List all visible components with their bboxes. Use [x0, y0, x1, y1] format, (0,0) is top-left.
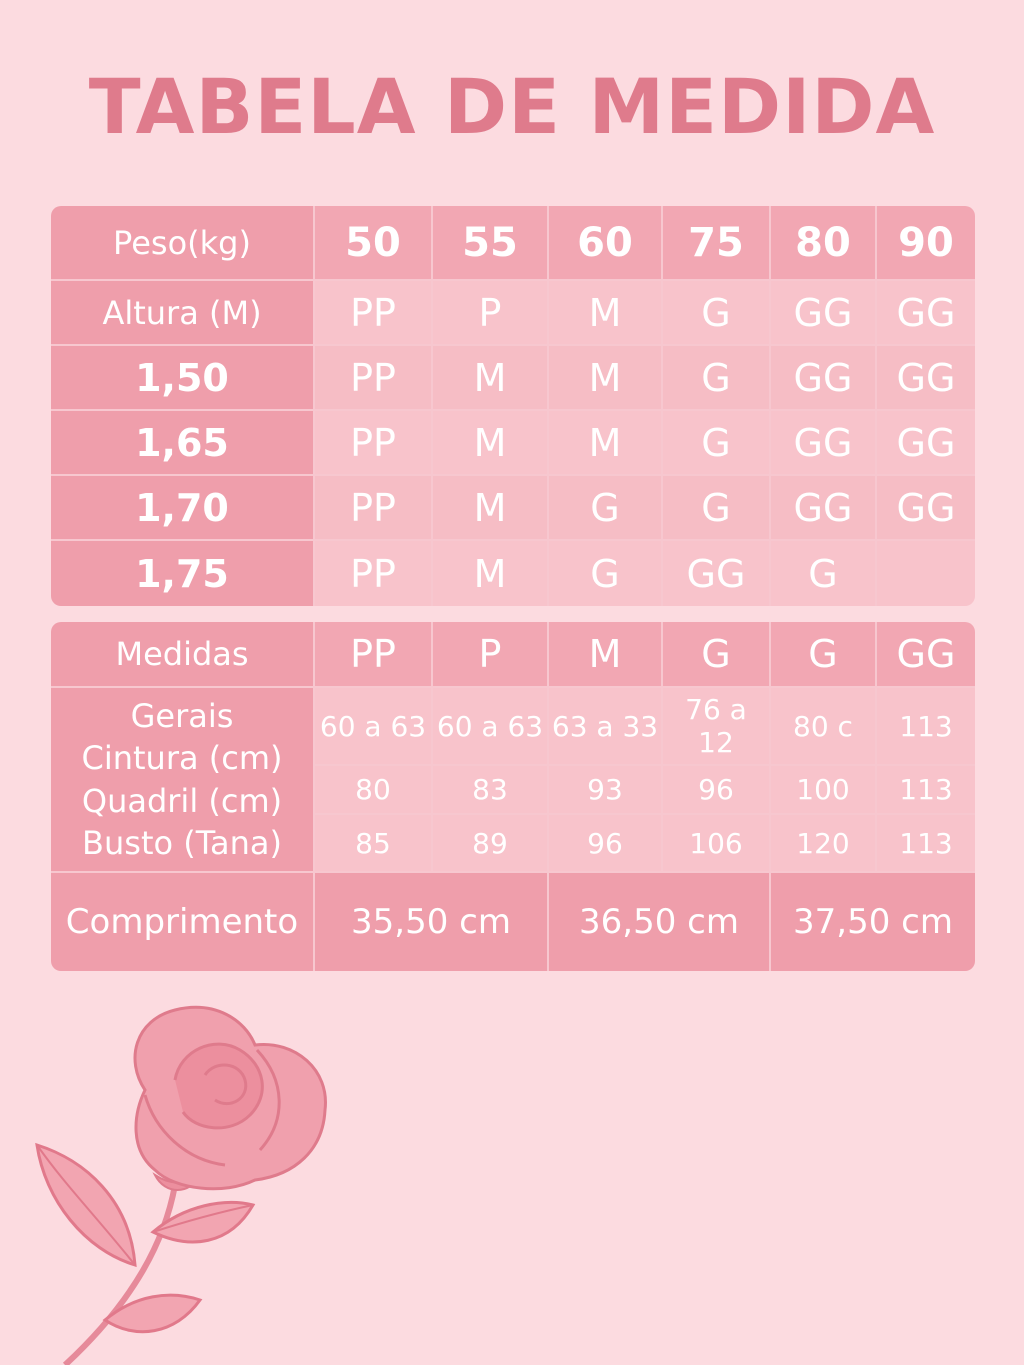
size-cell: M	[433, 346, 549, 411]
size-cell: PP	[315, 346, 433, 411]
length-row	[51, 873, 975, 971]
size-cell: GG	[771, 281, 877, 346]
size-cell	[877, 541, 975, 606]
table-row	[51, 541, 975, 606]
measure-cell: 113	[877, 766, 975, 815]
weight-value: 50	[315, 206, 433, 281]
weight-header-label: Peso(kg)	[51, 206, 315, 281]
length-value: 36,50 cm	[549, 873, 771, 971]
gerais-label: Gerais	[130, 697, 234, 736]
page-title: TABELA DE MEDIDA	[88, 62, 936, 151]
height-label: 1,70	[51, 476, 315, 541]
rose-icon	[25, 1000, 345, 1365]
size-cell: GG	[771, 346, 877, 411]
measure-cell: 85	[315, 815, 433, 873]
size-cell: G	[663, 281, 771, 346]
weight-value: 60	[549, 206, 663, 281]
measurements-row-labels	[51, 688, 315, 873]
size-cell: M	[433, 476, 549, 541]
weight-value: 80	[771, 206, 877, 281]
measure-cell: 93	[549, 766, 663, 815]
size-cell: PP	[315, 476, 433, 541]
weight-value: 90	[877, 206, 975, 281]
measure-cell: 100	[771, 766, 877, 815]
weight-header-row	[51, 206, 975, 281]
cintura-label: Cintura (cm)	[81, 739, 283, 778]
measure-cell: 63 a 33	[549, 688, 663, 766]
size-cell: GG	[771, 411, 877, 476]
size-cell: PP	[315, 411, 433, 476]
measure-cell: 96	[549, 815, 663, 873]
measure-cell: 60 a 63	[433, 688, 549, 766]
measure-cell: 96	[663, 766, 771, 815]
size-header: GG	[877, 622, 975, 688]
measurements-table	[51, 622, 975, 971]
table-row	[51, 688, 975, 766]
size-cell: G	[663, 346, 771, 411]
table-row	[51, 346, 975, 411]
table-row	[51, 281, 975, 346]
table-row	[51, 476, 975, 541]
size-cell: M	[549, 346, 663, 411]
size-table	[51, 206, 975, 606]
measurements-header-row	[51, 622, 975, 688]
measure-cell: 106	[663, 815, 771, 873]
size-cell: G	[549, 476, 663, 541]
size-cell: GG	[663, 541, 771, 606]
measure-cell: 83	[433, 766, 549, 815]
measure-cell: 80	[315, 766, 433, 815]
size-cell: M	[433, 541, 549, 606]
size-cell: PP	[315, 281, 433, 346]
weight-value: 75	[663, 206, 771, 281]
size-cell: M	[433, 411, 549, 476]
table-row	[51, 411, 975, 476]
size-cell: G	[549, 541, 663, 606]
size-header: PP	[315, 622, 433, 688]
length-value: 37,50 cm	[771, 873, 975, 971]
busto-label: Busto (Tana)	[82, 823, 282, 862]
height-label: 1,65	[51, 411, 315, 476]
measure-cell: 113	[877, 688, 975, 766]
weight-value: 55	[433, 206, 549, 281]
length-label: Comprimento	[51, 873, 315, 971]
size-header: P	[433, 622, 549, 688]
measurements-header-label: Medidas	[51, 622, 315, 688]
size-cell: P	[433, 281, 549, 346]
size-cell: G	[663, 411, 771, 476]
height-header-label: Altura (M)	[51, 281, 315, 346]
size-cell: GG	[877, 281, 975, 346]
size-cell: GG	[771, 476, 877, 541]
measure-cell: 80 c	[771, 688, 877, 766]
size-cell: GG	[877, 476, 975, 541]
size-header: M	[549, 622, 663, 688]
measure-cell: 113	[877, 815, 975, 873]
size-cell: PP	[315, 541, 433, 606]
length-value: 35,50 cm	[315, 873, 549, 971]
size-cell: G	[663, 476, 771, 541]
measure-cell: 89	[433, 815, 549, 873]
size-cell: M	[549, 411, 663, 476]
height-label: 1,50	[51, 346, 315, 411]
size-cell: M	[549, 281, 663, 346]
height-label: 1,75	[51, 541, 315, 606]
measure-cell: 76 a 12	[663, 688, 771, 766]
measure-cell: 120	[771, 815, 877, 873]
measure-cell: 60 a 63	[315, 688, 433, 766]
size-cell: GG	[877, 346, 975, 411]
size-cell: G	[771, 541, 877, 606]
size-header: G	[771, 622, 877, 688]
size-cell: GG	[877, 411, 975, 476]
quadril-label: Quadril (cm)	[81, 781, 283, 820]
size-header: G	[663, 622, 771, 688]
